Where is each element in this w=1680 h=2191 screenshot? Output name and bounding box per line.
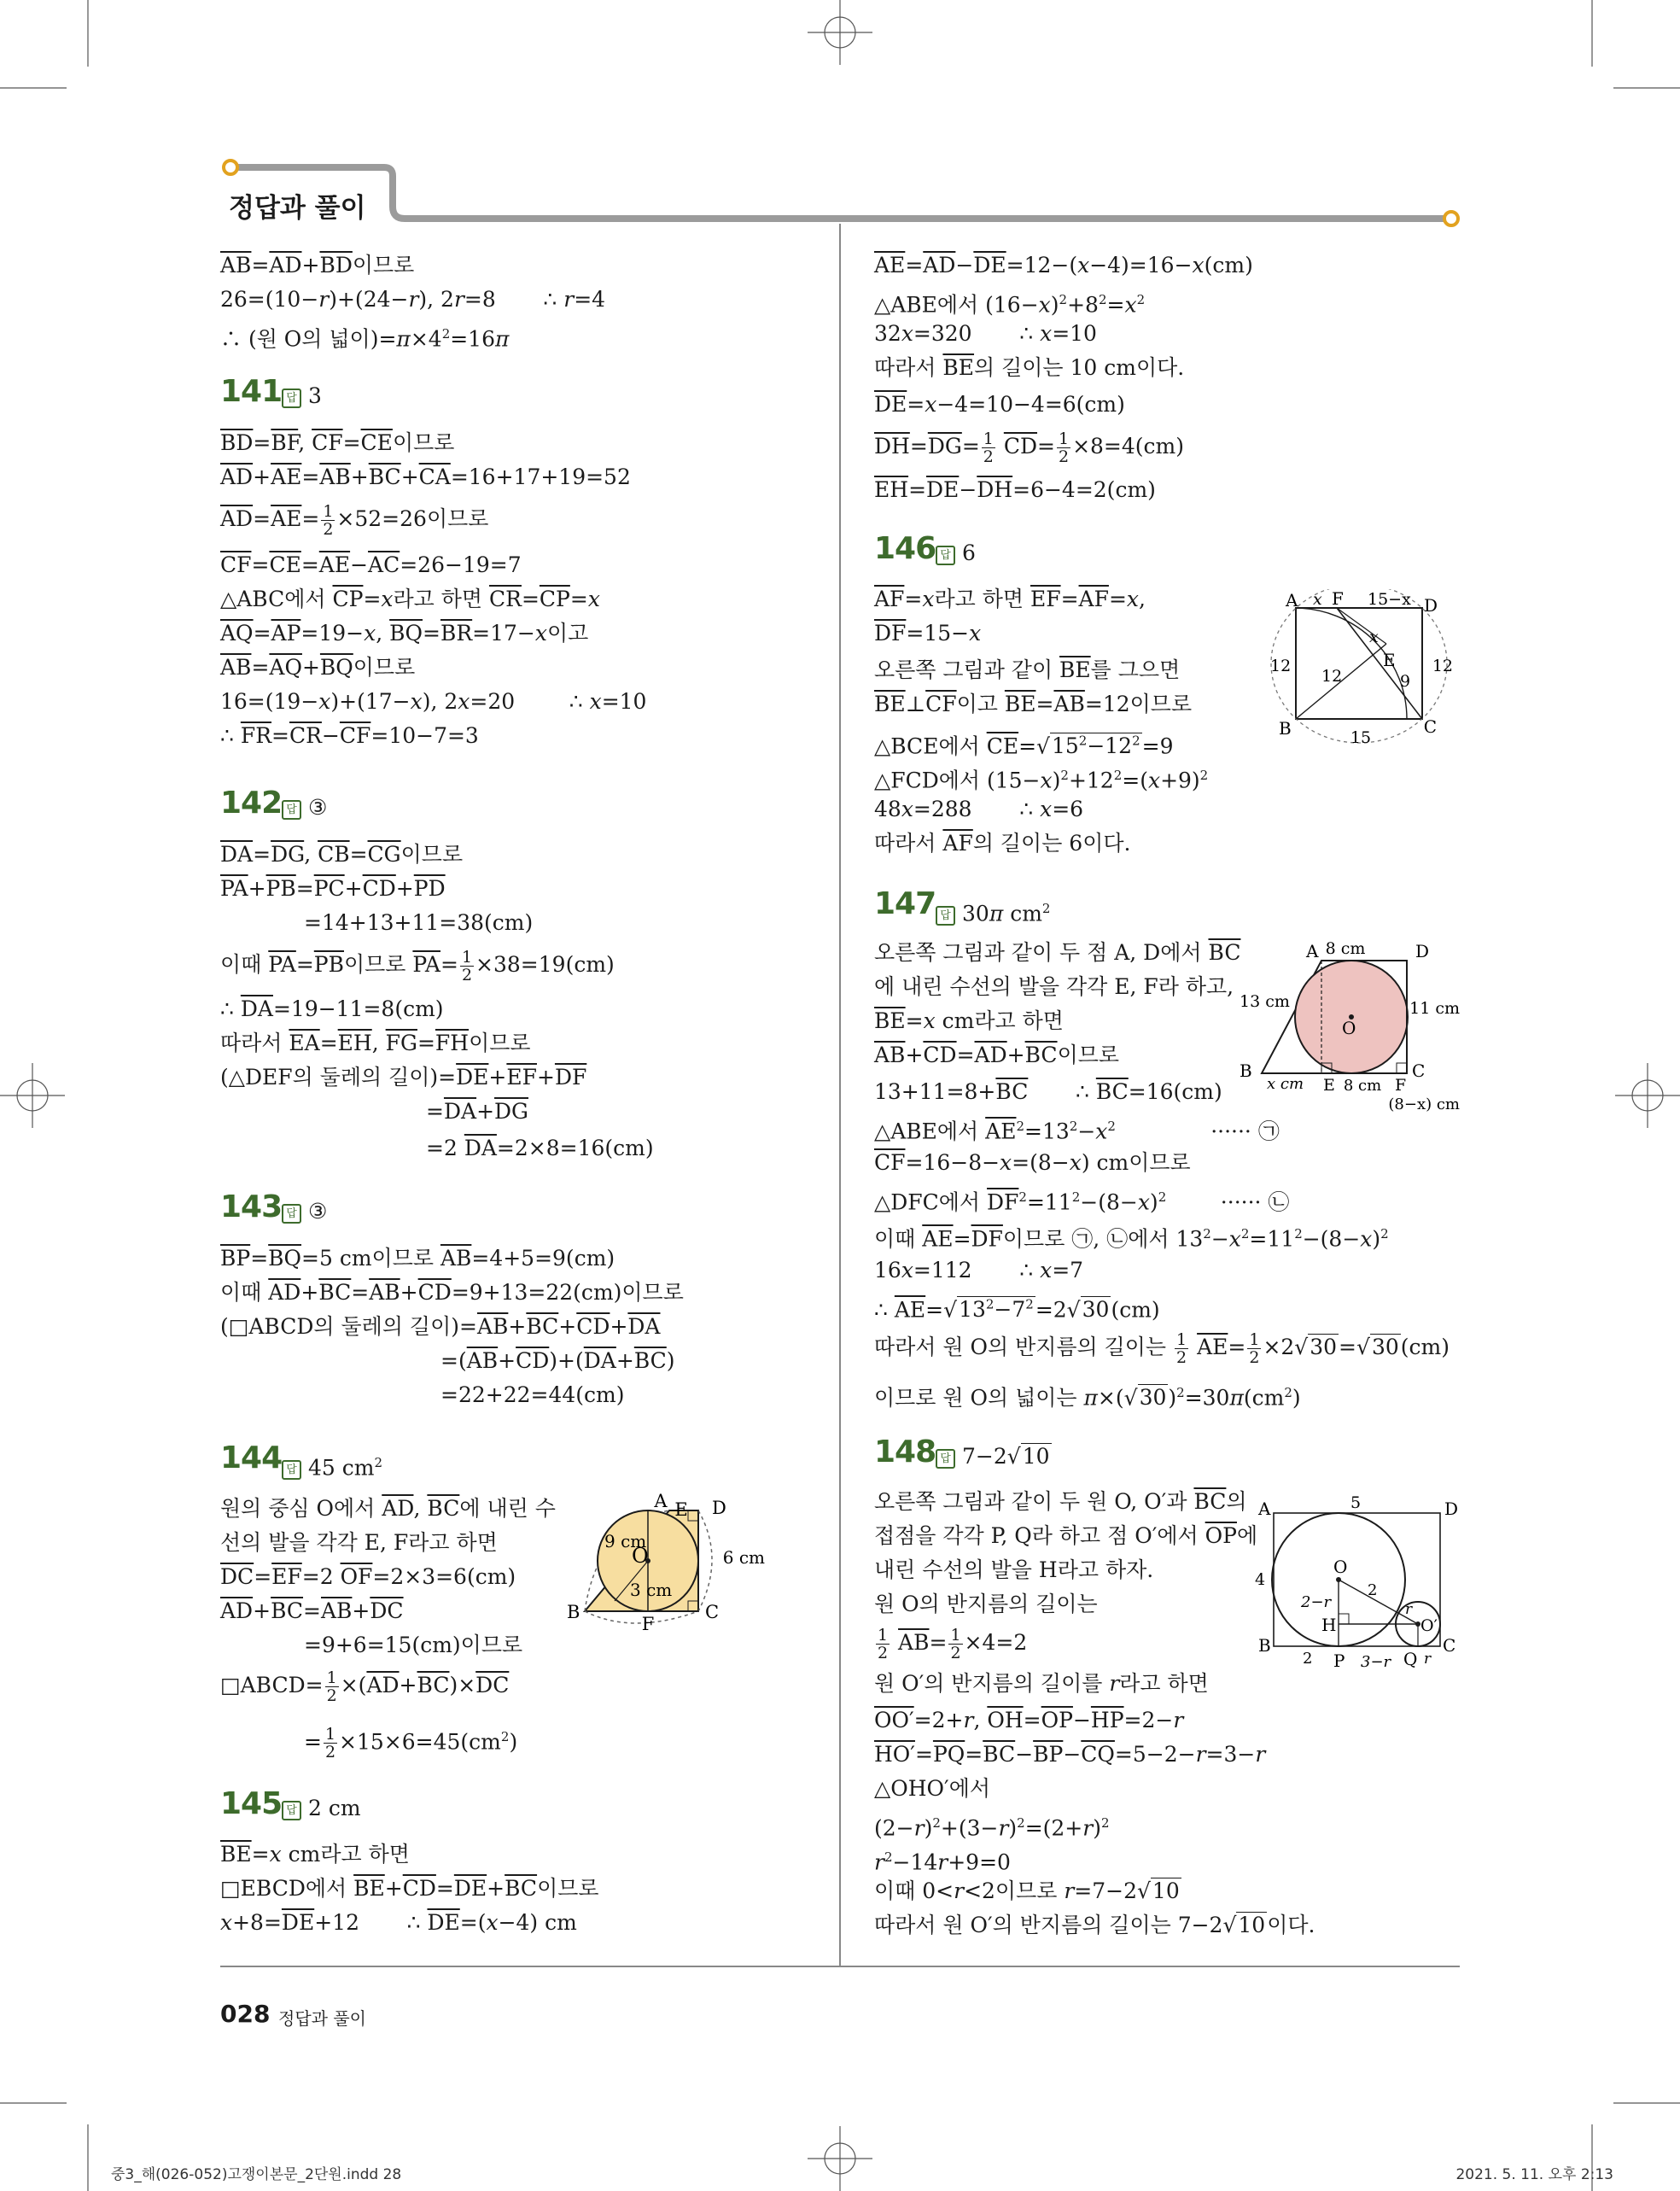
text-line: $\overline{AE}=\overline{AD}-\overline{DE}=12-(x-4)=16-x(cm)$ [874,253,1253,278]
label-3cm: 3 cm [630,1580,673,1600]
label-9: 9 [1400,672,1411,691]
problem-number-144: 144 [220,1440,283,1475]
text-line: △ABE에서 $\overline{AE}^2=13^2-x^2$ ······ ㉠ [874,1119,1280,1144]
problem-number-147: 147 [874,886,936,921]
text-line: $\overline{AF}=x$라고 하면 $\overline{EF}=\overline{AF}=x$, [874,587,1146,611]
answer-143: 답 ③ [282,1195,327,1229]
text-line: 에 내린 수선의 발을 각각 E, F라 하고, [874,974,1234,999]
text-line: 내린 수선의 발을 H라고 하자. [874,1557,1154,1582]
label-C: C [1412,1060,1426,1081]
text-line: 16x=112 ∴ x=7 [874,1258,1084,1282]
text-line: $\frac{1}{2}$ $\overline{AB}=$ $\frac{1}{2}$ ×4=2 [878,1626,1028,1662]
footer-date: 2021. 5. 11. 오후 2:13 [1455,2166,1613,2183]
text-line: ∴ $\overline{FR}=\overline{CR}-\overline{CF}=10-7=3$ [220,723,479,748]
text-line: 원 O의 반지름의 길이는 [874,1592,1098,1616]
answer-145: 답 2 cm [282,1791,361,1826]
label-A: A [1258,1499,1271,1519]
text-line: 이때 $\overline{AE}=\overline{DF}$이므로 ㉠, ㉡에서 $13^2-x^2=11^2-(8-x)^2$ [874,1226,1389,1252]
text-line: 오른쪽 그림과 같이 두 점 A, D에서 $\overline{BC}$ [874,940,1241,965]
label-H: H [1321,1615,1337,1635]
text-line: $HO'=\overline{PQ}=\overline{BC}-\overline{BP}-\overline{CQ}=5-2-r=3-r$ [874,1742,1266,1767]
label-A: A [1306,941,1319,961]
text-line: □EBCD에서 $\overline{BE}+\overline{CD}=\overline{DE}+\overline{BC}$이므로 [220,1876,599,1901]
answer-144: 답 45 $cm^2$ [282,1446,382,1485]
label-6cm: 6 cm [722,1547,765,1568]
text-line: ∴ $\overline{AE}=√13^2-7^2=2√30(cm)$ [874,1297,1160,1323]
problem-number-142: 142 [220,786,283,821]
text-line: $\overline{BE}\perp\overline{CF}$이고 $\overline{BE}=\overline{AB}=12$이므로 [874,692,1193,716]
text-line: □ABCD= $\frac{1}{2}$ $\times(\overline{AD}+\overline{BC})\times\overline{DC}$ [220,1668,510,1705]
answer-147: 답 30π $cm^2$ [936,891,1050,931]
label-2-r: 2−r [1301,1593,1332,1611]
label-A: A [654,1491,668,1511]
text-line: =22+22=44(cm) [440,1382,625,1407]
text-line: 따라서 원 O의 반지름의 길이는 $\frac{1}{2}$ $\overline{AE}=$ $\frac{1}{2}$ ×2√30=√30(cm) [874,1330,1450,1367]
text-line: $\overline{BE}=x$ cm라고 하면 [220,1842,410,1867]
label-D: D [712,1498,726,1518]
text-line: 이때 $\overline{AD}+\overline{BC}=\overline{AB}+\overline{CD}=9+13=22(cm)$이므로 [220,1280,684,1305]
label-13cm: 13 cm [1240,992,1290,1011]
text-line: △DFC에서 $\overline{DF}^2=11^2-(8-x)^2$ ······ ㉡ [874,1189,1290,1215]
text-line: $\overline{BP}=\overline{BQ}=5$ cm이므로 $\overline{AB}=4+5=9(cm)$ [220,1246,615,1271]
problem-number-143: 143 [220,1189,283,1224]
label-15-x: 15−x [1368,590,1411,609]
text-line: 이때 0<r<2이므로 r=7−2√10 [874,1878,1180,1903]
text-line: $x+8=\overline{DE}+12$ ∴ $\overline{DE}=(x-4)$ cm [220,1910,577,1935]
text-line: 16=(19−x)+(17−x), 2x=20 ∴ x=10 [220,689,647,714]
label-E: E [1383,650,1396,670]
label-A: A [1286,590,1298,611]
label-Q: Q [1403,1649,1418,1669]
label-9cm: 9 cm [604,1531,647,1551]
label-P: P [1333,1651,1345,1671]
label-D: D [1423,595,1438,616]
label-4: 4 [1255,1570,1266,1589]
text-line: $\overline{EH}=\overline{DE}-\overline{DH}=6-4=2(cm)$ [874,477,1156,502]
answer-148: 답 7−2√10 [936,1440,1052,1474]
problem-number-146: 146 [874,531,936,566]
label-B: B [1258,1635,1271,1656]
label-E: E [1323,1076,1335,1095]
answer-146: 답 6 [936,536,976,570]
text-line: 따라서 $\overline{AF}$의 길이는 6이다. [874,831,1131,856]
text-line: (△DEF의 둘레의 길이)$=\overline{DE}+\overline{EF}+\overline{DF}$ [220,1065,587,1090]
footer-filename: 중3_해(026-052)고쟁이본문_2단원.indd 28 [111,2166,402,2183]
label-x-top: x [1313,590,1322,609]
label-5: 5 [1350,1493,1362,1512]
label-B: B [1240,1060,1252,1081]
label-12-right: 12 [1432,657,1453,675]
figure-144 [563,1490,820,1639]
text-line: 32x=320 ∴ x=10 [874,321,1097,346]
text-line: $\overline{DC}=\overline{EF}=2$ $\overline{OF}=2\times 3=6(cm)$ [220,1564,516,1589]
text-line: $\overline{CF}=16-8-x=(8-x)$ cm이므로 [874,1150,1191,1175]
text-line: $\overline{AB}=\overline{AQ}+\overline{BQ}$이므로 [220,655,416,680]
figure-148 [1253,1484,1467,1680]
label-r-inner: r [1405,1601,1413,1618]
label-8-x-cm: (8−x) cm [1388,1096,1460,1113]
label-D: D [1444,1499,1459,1519]
text-line: $\overline{DF}=15-x$ [874,621,982,646]
label-15: 15 [1350,728,1372,747]
text-line: (□ABCD의 둘레의 길이)$=\overline{AB}+\overline{BC}+\overline{CD}+\overline{DA}$ [220,1314,661,1339]
footer-rule [220,1966,1460,1967]
label-2: 2 [1368,1581,1378,1599]
label-O: O [1333,1557,1348,1577]
text-line: 원 O′의 반지름의 길이를 r라고 하면 [874,1671,1209,1696]
text-line: 선의 발을 각각 E, F라고 하면 [220,1530,498,1555]
text-line: =2 $\overline{DA}=2\times 8=16(cm)$ [426,1136,654,1160]
text-line: =14+13+11=38(cm) [304,910,534,935]
label-F: F [641,1614,655,1634]
page-header-title: 정답과 풀이 [229,193,366,224]
problem-number-145: 145 [220,1786,283,1821]
text-line: 48x=288 ∴ x=6 [874,797,1084,821]
label-8cm-bottom: 8 cm [1343,1077,1382,1095]
label-B: B [1279,718,1292,739]
text-line: $\overline{DA}=\overline{DG}$, $\overline{CB}=\overline{CG}$이므로 [220,842,464,867]
page-number: 028 [220,2000,271,2028]
text-line: △OHO′에서 [874,1776,990,1801]
problem-number-148: 148 [874,1434,936,1469]
label-D: D [1415,941,1430,961]
label-2-bottom: 2 [1303,1650,1313,1668]
text-line: 따라서 $\overline{EA}=\overline{EH}$, $\overline{FG}=\overline{FH}$이므로 [220,1031,531,1055]
text-line: △FCD에서 $(15-x)^2+12^2=(x+9)^2$ [874,768,1209,793]
text-line: 접점을 각각 P, Q라 하고 점 O′에서 $\overline{OP}$에 [874,1523,1258,1548]
text-line: $\overline{BD}=\overline{BF}$, $\overline{CF}=\overline{CE}$이므로 [220,430,455,455]
text-line: 이때 $\overline{PA}=\overline{PB}$이므로 $\overline{PA}=$ $\frac{1}{2}$ ×38=19(cm) [220,948,615,984]
label-x-inner: x [1369,628,1379,646]
label-12-left: 12 [1270,657,1292,675]
text-line: =9+6=15(cm)이므로 [304,1633,523,1657]
column-divider [839,224,841,1966]
text-line: 이므로 원 O의 넓이는 $\pi\times(√30)^2=30\pi(cm^2)$ [874,1385,1301,1411]
label-B: B [567,1602,580,1622]
answer-141: 답 3 [282,379,322,413]
label-8cm-top: 8 cm [1325,939,1366,958]
text-line: OO′=2+r, $\overline{OH}=\overline{OP}-\overline{HP}=2-r$ [874,1708,1184,1732]
text-line: 26=(10−r)+(24−r), 2r=8 ∴ r=4 [220,287,606,312]
text-line: △BCE에서 $\overline{CE}=√15^2-12^2=9$ [874,733,1174,759]
text-line: $\overline{AB}=\overline{AD}+\overline{BD}$이므로 [220,253,415,278]
text-line: 따라서 $\overline{BE}$의 길이는 10 cm이다. [874,355,1185,380]
text-line: $\overline{AD}+\overline{BC}=\overline{AB}+\overline{DC}$ [220,1598,404,1623]
text-line: $\overline{AQ}=\overline{AP}=19-x$, $\overline{BQ}=\overline{BR}=17-x$이고 [220,621,589,646]
text-line: = $\frac{1}{2}$ $\times 15\times 6=45(cm^2)$ [304,1725,518,1762]
label-F: F [1332,589,1344,609]
text-line: $(2-r)^2+(3-r)^2=(2+r)^2$ [874,1815,1110,1841]
label-O-prime: O′ [1420,1616,1438,1635]
label-E: E [674,1499,688,1520]
text-line: $\overline{AB}+\overline{CD}=\overline{AD}+\overline{BC}$이므로 [874,1043,1120,1067]
label-O: O [632,1544,649,1568]
text-line: $\overline{DE}=x-4=10-4=6(cm)$ [874,392,1125,417]
text-line: $=\overline{DA}+\overline{DG}$ [426,1099,529,1124]
label-12-inner: 12 [1321,667,1343,686]
text-line: $\overline{AD}+\overline{AE}=\overline{AB}+\overline{BC}+\overline{CA}=16+17+19=52$ [220,464,631,489]
figure-147 [1236,935,1467,1119]
answer-142: 답 ③ [282,791,327,825]
problem-number-141: 141 [220,374,283,409]
text-line: $\overline{BE}=x$ cm라고 하면 [874,1008,1064,1033]
text-line: 따라서 원 O′의 반지름의 길이는 7−2√10이다. [874,1913,1315,1937]
text-line: ∴ (원 O의 넓이)$=\pi\times 4^2=16\pi$ [220,326,510,352]
label-C: C [1443,1635,1456,1656]
label-O: O [1342,1018,1356,1038]
text-line: 원의 중심 O에서 $\overline{AD}$, $\overline{BC}$에 내린 수 [220,1496,556,1521]
label-F: F [1395,1076,1407,1095]
text-line: △ABE에서 $(16-x)^2+8^2=x^2$ [874,292,1146,318]
label-C: C [705,1602,720,1622]
text-line: $\overline{AD}=\overline{AE}=$ $\frac{1}{2}$ ×52=26이므로 [220,502,489,539]
text-line: ∴ $\overline{DA}=19-11=8(cm)$ [220,996,444,1021]
text-line: $\overline{DH}=\overline{DG}=$ $\frac{1}{2}$ $\overline{CD}=$ $\frac{1}{2}$ ×8=4(cm) [874,429,1184,466]
label-xcm: x cm [1267,1075,1304,1093]
footer-title: 정답과 풀이 [278,2008,366,2029]
text-line: $r^2-14r+9=0$ [874,1849,1011,1875]
text-line: △ABC에서 $\overline{CP}=x$라고 하면 $\overline{CR}=\overline{CP}=x$ [220,587,600,611]
text-line: $=(\overline{AB}+\overline{CD})+(\overline{DA}+\overline{BC})$ [440,1348,675,1373]
header-bar [222,154,1468,239]
label-11cm: 11 cm [1409,999,1460,1018]
text-line: $\overline{PA}+\overline{PB}=\overline{PC}+\overline{CD}+\overline{PD}$ [220,876,446,901]
text-line: 오른쪽 그림과 같이 두 원 O, O′과 $\overline{BC}$의 [874,1489,1247,1514]
label-3-r: 3−r [1361,1653,1391,1671]
label-r-bottom: r [1424,1651,1432,1668]
text-line: 오른쪽 그림과 같이 $\overline{BE}$를 그으면 [874,657,1181,682]
label-C: C [1423,716,1437,737]
text-line: $\overline{CF}=\overline{CE}=\overline{AE}-\overline{AC}=26-19=7$ [220,552,522,577]
figure-146 [1253,589,1467,751]
text-line: $13+11=8+\overline{BC}$ ∴ $\overline{BC}=16(cm)$ [874,1079,1222,1104]
